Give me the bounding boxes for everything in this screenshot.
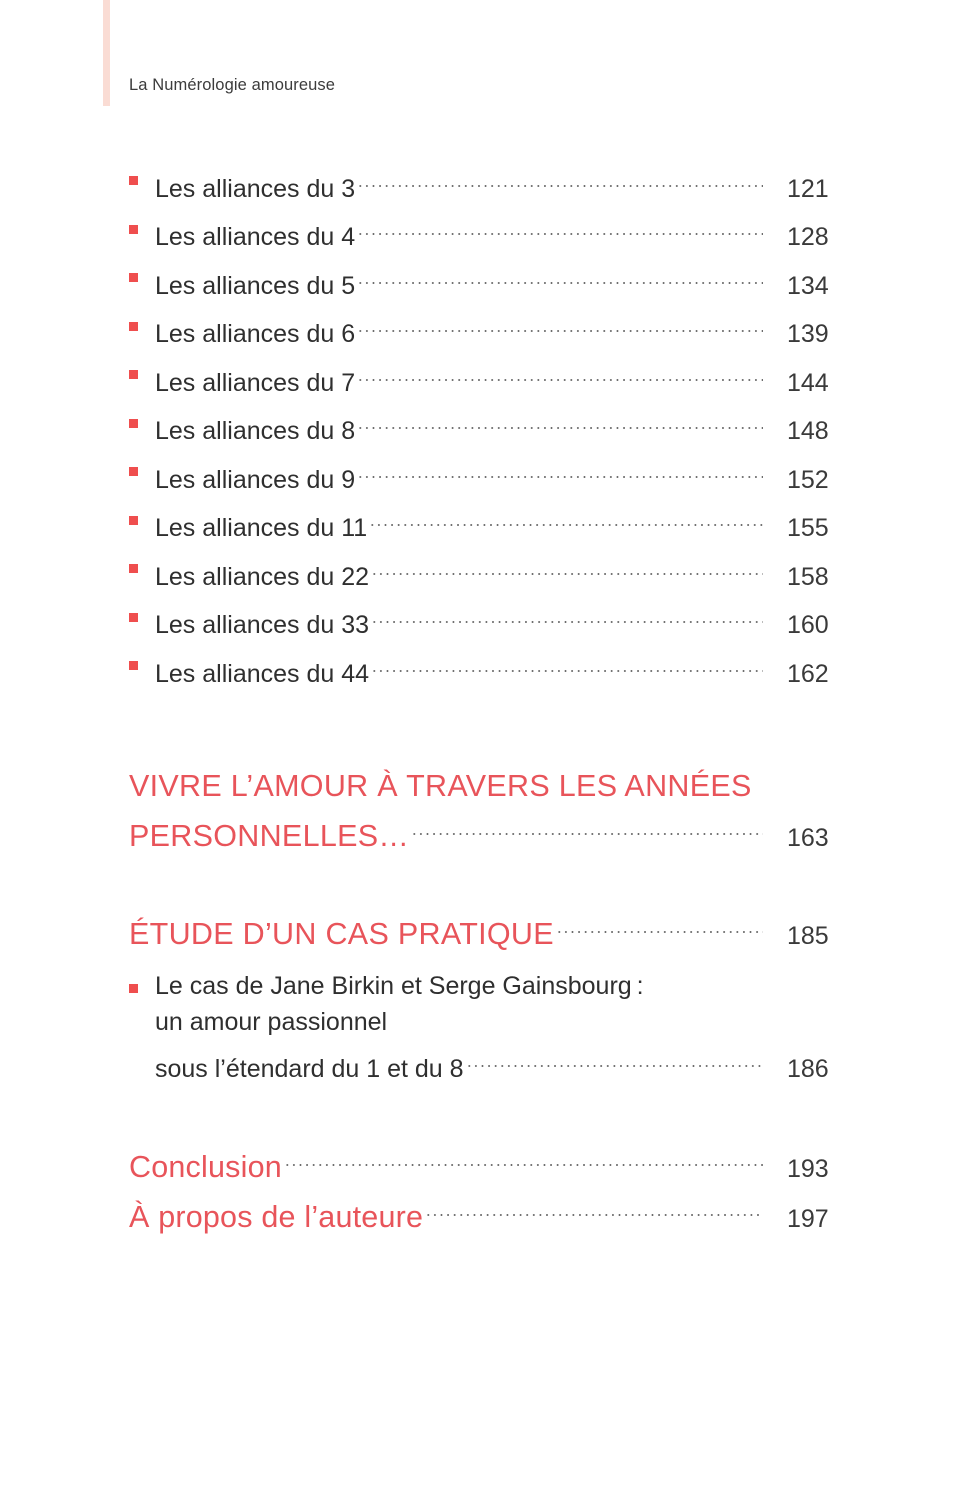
square-bullet-icon [129, 225, 138, 234]
toc-entry-line-3: sous l’étendard du 1 et du 8 [155, 1055, 464, 1083]
list-item[interactable] [129, 451, 843, 498]
dot-leader [371, 548, 763, 585]
toc-entry-label: Les alliances du 44 [155, 659, 370, 688]
square-bullet-icon [129, 984, 138, 993]
list-item[interactable] [129, 209, 843, 256]
spacer [129, 1089, 843, 1137]
toc-page-number: 121 [787, 174, 829, 203]
toc-section-etude-cas-pratique[interactable] [129, 904, 843, 954]
toc-entry-label: Les alliances du 8 [155, 417, 356, 445]
dot-leader [466, 1041, 763, 1078]
toc-entry-label: Les alliances du 4 [155, 223, 356, 251]
toc-entry-line-1: Le cas de Jane Birkin et Serge Gainsbourg : [155, 971, 644, 1000]
dot-leader [357, 209, 763, 246]
square-bullet-icon [129, 516, 138, 525]
toc-page-number: 128 [787, 223, 829, 251]
list-item[interactable] [129, 968, 843, 1088]
spacer [129, 694, 843, 766]
toc-page-number: 163 [787, 823, 829, 852]
toc-page-number: 134 [787, 271, 829, 300]
toc-page-number: 148 [787, 417, 829, 445]
toc-page-number: 155 [787, 514, 829, 542]
dot-leader [371, 597, 763, 634]
running-header: La Numérologie amoureuse [129, 76, 336, 94]
page-accent-rule [103, 0, 110, 106]
dot-leader [357, 160, 763, 197]
square-bullet-icon [129, 176, 138, 185]
square-bullet-icon [129, 661, 138, 670]
toc-page-number: 139 [787, 320, 829, 348]
dot-leader [357, 306, 763, 343]
section-title: Conclusion [129, 1150, 282, 1184]
toc-page-number: 193 [787, 1155, 829, 1183]
list-item[interactable] [129, 354, 843, 401]
toc-entry-label: Les alliances du 5 [155, 271, 356, 300]
toc-entry-line-2: un amour passionnel [155, 1008, 388, 1036]
section-title-line-2: PERSONNELLES… [129, 818, 410, 853]
toc-page-number: 152 [787, 465, 829, 494]
toc-entry-label: Les alliances du 3 [155, 174, 356, 203]
square-bullet-icon [129, 419, 138, 428]
toc-entry-label: Les alliances du 33 [155, 611, 370, 639]
toc-section-a-propos-auteure[interactable] [129, 1187, 843, 1237]
dot-leader [284, 1137, 763, 1177]
toc-section-vivre-l-amour[interactable] [129, 766, 843, 856]
square-bullet-icon [129, 564, 138, 573]
table-of-contents [129, 160, 843, 1237]
square-bullet-icon [129, 613, 138, 622]
toc-page-number: 158 [787, 562, 829, 591]
list-item[interactable] [129, 403, 843, 450]
toc-entry-label: Les alliances du 11 [155, 514, 368, 542]
section-title: ÉTUDE D’UN CAS PRATIQUE [129, 916, 554, 951]
section-title: À propos de l’auteure [129, 1200, 424, 1234]
toc-page-number: 185 [787, 921, 829, 950]
list-item[interactable] [129, 548, 843, 595]
list-item[interactable] [129, 645, 843, 692]
alliances-list [129, 160, 843, 692]
dot-leader [425, 1187, 763, 1227]
dot-leader [357, 354, 763, 391]
dot-leader [369, 500, 763, 537]
square-bullet-icon [129, 273, 138, 282]
dot-leader [411, 806, 763, 846]
toc-entry-label: Les alliances du 6 [155, 320, 356, 348]
list-item[interactable] [129, 257, 843, 304]
toc-page-number: 186 [787, 1055, 829, 1083]
list-item[interactable] [129, 597, 843, 644]
square-bullet-icon [129, 370, 138, 379]
list-item[interactable] [129, 306, 843, 353]
dot-leader [371, 645, 763, 682]
toc-page-number: 197 [787, 1205, 829, 1233]
toc-page-number: 160 [787, 611, 829, 639]
toc-entry-label: Les alliances du 9 [155, 465, 356, 494]
dot-leader [357, 451, 763, 488]
toc-entry-label: Les alliances du 22 [155, 562, 370, 591]
section-title-line-1: VIVRE L’AMOUR À TRAVERS LES ANNÉES [129, 768, 752, 803]
list-item[interactable] [129, 500, 843, 547]
toc-page-number: 144 [787, 368, 829, 397]
toc-section-conclusion[interactable] [129, 1137, 843, 1187]
dot-leader [556, 904, 763, 944]
dot-leader [357, 403, 763, 440]
square-bullet-icon [129, 467, 138, 476]
square-bullet-icon [129, 322, 138, 331]
toc-entry-label: Les alliances du 7 [155, 368, 356, 397]
spacer [129, 856, 843, 904]
spacer [129, 954, 843, 968]
toc-page-number: 162 [787, 659, 829, 688]
dot-leader [357, 257, 763, 294]
list-item[interactable] [129, 160, 843, 207]
